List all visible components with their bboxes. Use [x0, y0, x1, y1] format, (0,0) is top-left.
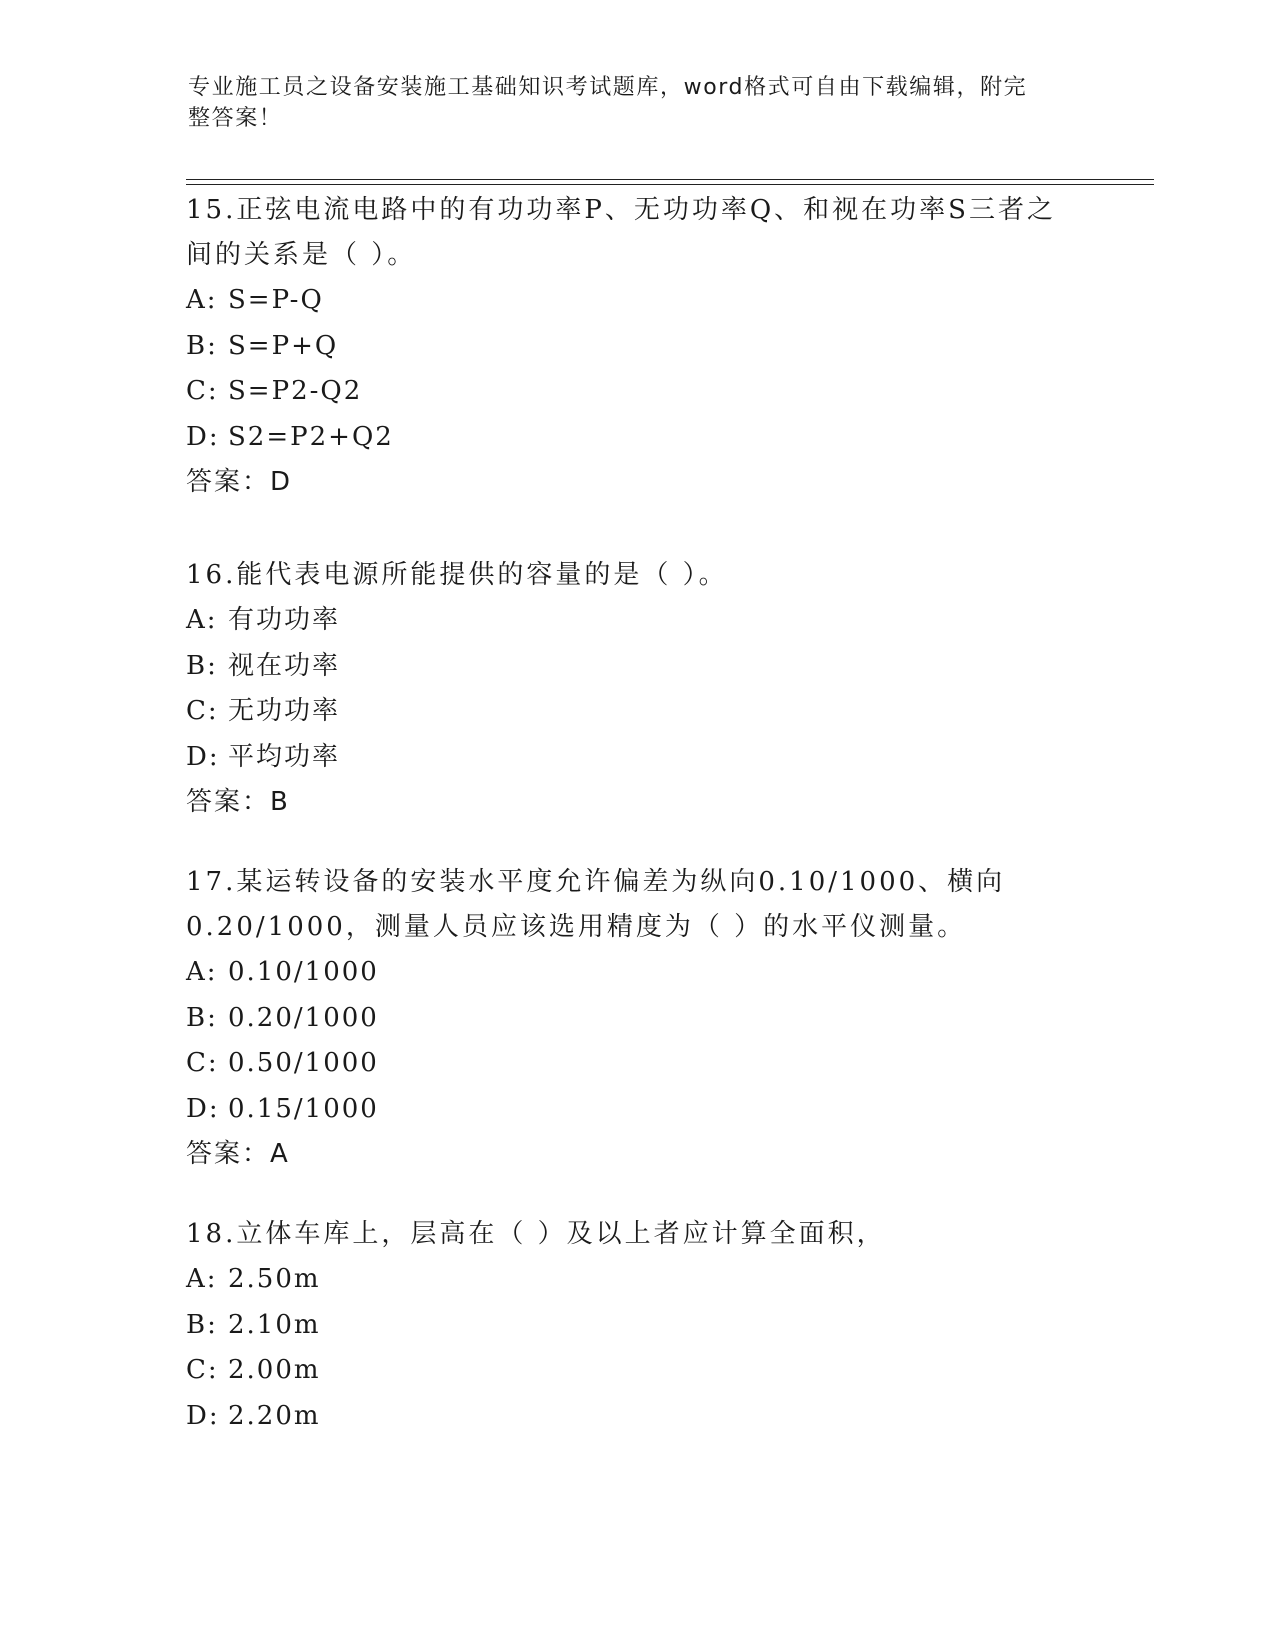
header-divider-top: [186, 179, 1154, 180]
option-d: [186, 1394, 1086, 1440]
option-key: C:: [186, 1048, 219, 1078]
option-text: S=P2-Q2: [228, 376, 363, 406]
option-key: B:: [186, 650, 218, 681]
option-text: 0.10/1000: [228, 957, 379, 987]
option-text: 2.00m: [228, 1355, 321, 1385]
question-stem-line: 间的关系是（ ）。: [186, 240, 417, 270]
option-key: D:: [186, 741, 220, 772]
option-d: [186, 415, 1086, 461]
question-stem-line: 18.立体车库上，层高在（ ）及以上者应计算全面积，: [186, 1219, 886, 1249]
question-18: [186, 1212, 1086, 1439]
option-text: 视在功率: [228, 650, 341, 681]
option-key: C:: [186, 1355, 219, 1385]
option-key: D:: [186, 1400, 220, 1431]
option-key: C:: [186, 376, 219, 406]
question-15: [186, 188, 1086, 504]
option-c: [186, 369, 1086, 415]
option-text: 0.20/1000: [228, 1002, 379, 1033]
option-text: S=P-Q: [228, 285, 324, 315]
header-line-1: 专业施工员之设备安装施工基础知识考试题库，word格式可自由下载编辑，附完: [188, 75, 1028, 100]
question-stem-line: 16.能代表电源所能提供的容量的是（ ）。: [186, 560, 728, 590]
answer-label: 答案：D: [186, 467, 293, 497]
option-key: B:: [186, 1002, 218, 1033]
option-text: 2.50m: [228, 1264, 321, 1294]
header-line-2: 整答案！: [188, 106, 283, 131]
option-c: [186, 1041, 1086, 1087]
header-divider-bottom: [186, 184, 1154, 185]
question-stem-line: 17.某运转设备的安装水平度允许偏差为纵向0.10/1000、横向: [186, 867, 1006, 897]
option-c: [186, 689, 1086, 735]
option-key: A:: [186, 285, 218, 315]
option-b: [186, 324, 1086, 370]
option-text: 0.15/1000: [228, 1093, 379, 1124]
option-key: B:: [186, 330, 218, 361]
document-header: [188, 72, 1068, 134]
option-key: D:: [186, 421, 220, 452]
option-a: [186, 950, 1086, 996]
option-c: [186, 1348, 1086, 1394]
option-b: [186, 644, 1086, 690]
option-key: D:: [186, 1093, 220, 1124]
option-text: 0.50/1000: [228, 1048, 379, 1078]
option-b: [186, 996, 1086, 1042]
question-16: [186, 553, 1086, 824]
option-a: [186, 598, 1086, 644]
option-key: A:: [186, 957, 218, 987]
option-d: [186, 735, 1086, 781]
option-text: 2.20m: [228, 1400, 321, 1431]
option-key: A:: [186, 605, 218, 635]
option-key: B:: [186, 1309, 218, 1340]
option-text: 平均功率: [228, 741, 341, 772]
option-text: 无功功率: [228, 696, 341, 726]
question-stem-line: 0.20/1000，测量人员应该选用精度为（ ）的水平仪测量。: [186, 912, 967, 942]
option-text: 2.10m: [228, 1309, 321, 1340]
answer-label: 答案：B: [186, 787, 290, 817]
option-a: [186, 1257, 1086, 1303]
option-text: S=P+Q: [228, 330, 339, 361]
question-stem-line: 15.正弦电流电路中的有功功率P、无功功率Q、和视在功率S三者之: [186, 195, 1056, 225]
option-d: [186, 1087, 1086, 1133]
option-text: S2=P2+Q2: [228, 421, 394, 452]
option-key: C:: [186, 696, 219, 726]
option-text: 有功功率: [228, 605, 341, 635]
option-a: [186, 278, 1086, 324]
option-b: [186, 1303, 1086, 1349]
answer-label: 答案：A: [186, 1139, 290, 1169]
question-17: [186, 860, 1086, 1176]
option-key: A:: [186, 1264, 218, 1294]
